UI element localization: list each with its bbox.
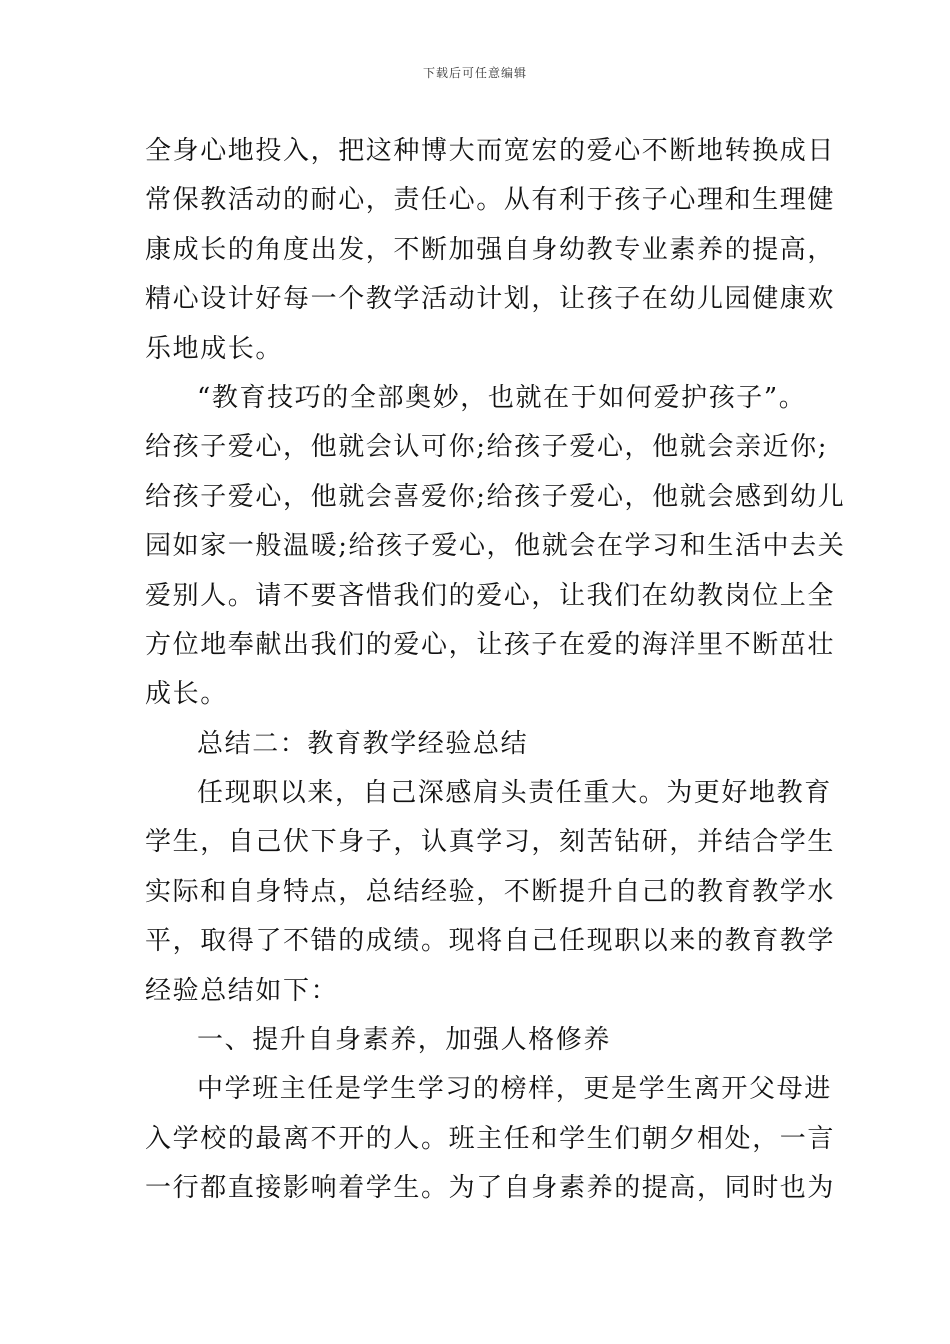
text-line: 成长。 (145, 679, 228, 710)
text-line: 方位地奉献出我们的爱心，让孩子在爱的海洋里不断茁壮 (145, 629, 836, 660)
text-line: 爱别人。请不要吝惜我们的爱心，让我们在幼教岗位上全 (145, 580, 836, 611)
text-line: 园如家一般温暖;给孩子爱心，他就会在学习和生活中去关 (145, 531, 846, 562)
text-line: 全身心地投入，把这种博大而宽宏的爱心不断地转换成日 (145, 136, 836, 166)
text-line: 精心设计好每一个教学活动计划，让孩子在幼儿园健康欢 (145, 284, 836, 315)
document-body (145, 127, 846, 1214)
text-line: 康成长的角度出发，不断加强自身幼教专业素养的提高， (145, 234, 836, 265)
text-line: 学生，自己伏下身子，认真学习，刻苦钻研，并结合学生 (145, 827, 836, 858)
text-line: 总结二：教育教学经验总结 (197, 728, 529, 759)
text-line: 中学班主任是学生学习的榜样，更是学生离开父母进 (197, 1074, 832, 1105)
text-line: 一、提升自身素养，加强人格修养 (197, 1025, 612, 1056)
text-line: 给孩子爱心，他就会认可你;给孩子爱心，他就会亲近你; (145, 432, 829, 463)
text-line: 给孩子爱心，他就会喜爱你;给孩子爱心，他就会感到幼儿 (145, 481, 846, 512)
page-header: 下载后可任意编辑 (422, 66, 527, 80)
text-line: 实际和自身特点，总结经验，不断提升自己的教育教学水 (145, 876, 836, 907)
text-line: 乐地成长。 (145, 333, 284, 364)
text-line: 平，取得了不错的成绩。现将自己任现职以来的教育教学 (145, 926, 836, 957)
text-line: 入学校的最离不开的人。班主任和学生们朝夕相处，一言 (145, 1123, 836, 1154)
text-line: 经验总结如下： (145, 975, 339, 1006)
text-line: “教育技巧的全部奥妙，也就在于如何爱护孩子”。 (197, 382, 807, 413)
text-line: 一行都直接影响着学生。为了自身素养的提高，同时也为 (145, 1173, 836, 1204)
text-line: 任现职以来，自己深感肩头责任重大。为更好地教育 (197, 778, 832, 809)
text-line: 常保教活动的耐心，责任心。从有利于孩子心理和生理健 (145, 185, 836, 216)
